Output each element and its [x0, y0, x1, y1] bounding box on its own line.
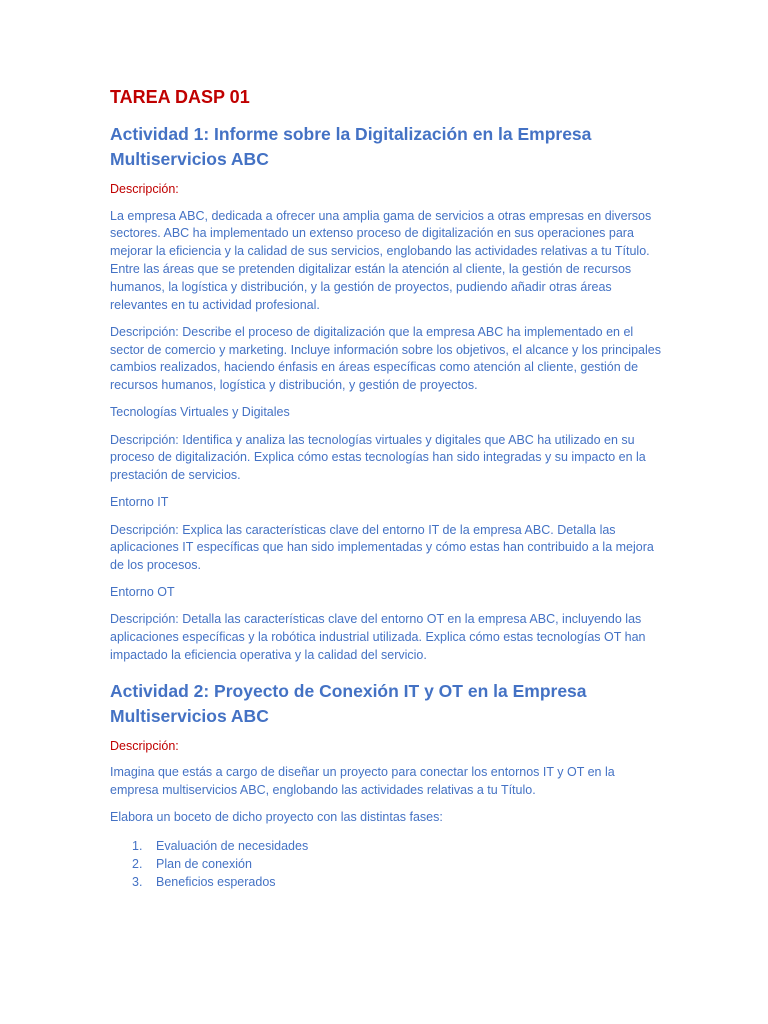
document-page	[110, 84, 662, 891]
ot-subheading: Entorno OT	[110, 585, 175, 600]
list-item	[110, 855, 662, 873]
document-title: TAREA DASP 01	[110, 87, 250, 107]
activity2-task-paragraph: Elabora un boceto de dicho proyecto con las distintas fases:	[110, 810, 443, 825]
list-item-label: Evaluación de necesidades	[156, 838, 309, 853]
list-item-label: Plan de conexión	[156, 856, 252, 871]
ot-description: Descripción: Detalla las características clave del entorno OT en la empresa ABC, incluyendo las aplicaciones específicas y la robótica industrial utilizada. Explica cómo estas tecnologías OT han impactado la eficiencia operativa y la calidad del servicio.	[110, 612, 646, 663]
activity2-description-label: Descripción:	[110, 738, 179, 753]
tech-description: Descripción: Identifica y analiza las tecnologías virtuales y digitales que ABC ha utilizado en su proceso de digitalización. Explica cómo estas tecnologías han sido integradas y su impacto en la prestación de servicios.	[110, 432, 646, 483]
activity1-process-description: Descripción: Describe el proceso de digitalización que la empresa ABC ha implementado en el sector de comercio y marketing. Incluye información sobre los objetivos, el alcance y los principales cambios realizados, haciendo énfasis en áreas específicas como atención al cliente, gestión de recursos humanos, logística y distribución, y gestión de proyectos.	[110, 324, 661, 393]
tech-subheading: Tecnologías Virtuales y Digitales	[110, 405, 290, 420]
activity2-heading: Actividad 2: Proyecto de Conexión IT y OT en la Empresa Multiservicios ABC	[110, 680, 587, 726]
activity1-intro-paragraph: La empresa ABC, dedicada a ofrecer una amplia gama de servicios a otras empresas en diversos sectores. ABC ha implementado un extenso proceso de digitalización en sus operaciones para mejorar la eficiencia y la calidad de sus servicios, englobando las actividades relativas a tu Título. Entre las áreas que se pretenden digitalizar están la atención al cliente, la gestión de recursos humanos, la logística y distribución, y la gestión de proyectos, pudiendo añadir otras áreas relevantes en tu actividad profesional.	[110, 208, 652, 312]
activity2-intro-paragraph: Imagina que estás a cargo de diseñar un proyecto para conectar los entornos IT y OT en la empresa multiservicios ABC, englobando las actividades relativas a tu Título.	[110, 765, 615, 798]
it-description: Descripción: Explica las características clave del entorno IT de la empresa ABC. Detalla las aplicaciones IT específicas que han sido implementadas y cómo estas han contribuido a la mejora de los procesos.	[110, 522, 654, 573]
list-item-number: 1.	[132, 838, 143, 853]
list-item-number: 3.	[132, 874, 143, 889]
it-subheading: Entorno IT	[110, 495, 169, 510]
activity1-heading: Actividad 1: Informe sobre la Digitalización en la Empresa Multiservicios ABC	[110, 124, 592, 169]
list-item	[110, 837, 662, 855]
list-item-number: 2.	[132, 856, 143, 871]
activity1-description-label: Descripción:	[110, 182, 179, 196]
phases-list	[110, 837, 662, 891]
list-item	[110, 873, 662, 891]
list-item-label: Beneficios esperados	[156, 874, 276, 889]
